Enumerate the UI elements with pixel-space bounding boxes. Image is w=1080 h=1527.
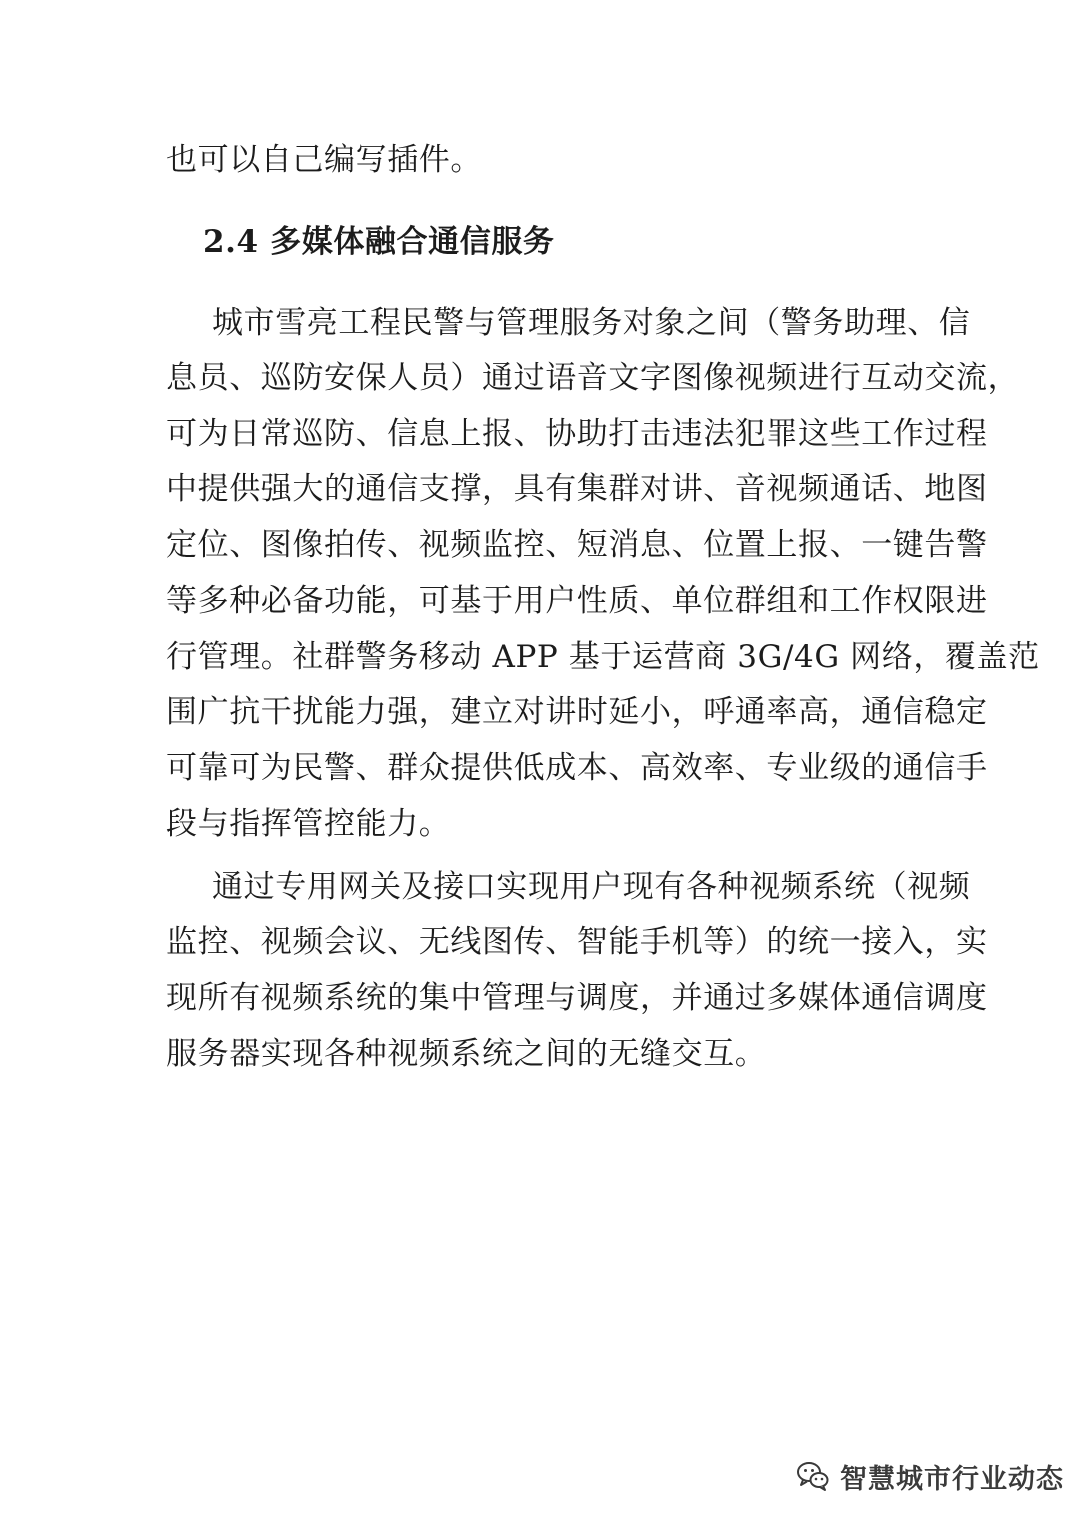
paragraph-line: 行管理。社群警务移动 APP 基于运营商 3G/4G 网络，覆盖范: [166, 639, 1040, 675]
wechat-icon: [796, 1459, 830, 1493]
paragraph-line: 围广抗干扰能力强，建立对讲时延小，呼通率高，通信稳定: [166, 694, 988, 730]
paragraph-line: 服务器实现各种视频系统之间的无缝交互。: [166, 1036, 767, 1072]
watermark: [796, 1454, 1064, 1498]
paragraph-line: 监控、视频会议、无线图传、智能手机等）的统一接入，实: [166, 924, 988, 960]
watermark-text: 智慧城市行业动态: [840, 1463, 1064, 1495]
paragraph-line: 城市雪亮工程民警与管理服务对象之间（警务助理、信: [212, 305, 971, 341]
paragraph-line: 等多种必备功能，可基于用户性质、单位群组和工作权限进: [166, 583, 988, 619]
paragraph-line: 通过专用网关及接口实现用户现有各种视频系统（视频: [212, 869, 971, 905]
intro-line: 也可以自己编写插件。: [166, 142, 482, 178]
paragraph-line: 现所有视频系统的集中管理与调度，并通过多媒体通信调度: [166, 980, 988, 1016]
paragraph-line: 中提供强大的通信支撑，具有集群对讲、音视频通话、地图: [166, 471, 988, 507]
paragraph-line: 段与指挥管控能力。: [166, 806, 451, 842]
paragraph-line: 定位、图像拍传、视频监控、短消息、位置上报、一键告警: [166, 527, 988, 563]
section-heading: 2.4 多媒体融合通信服务: [203, 224, 555, 260]
paragraph-line: 可靠可为民警、群众提供低成本、高效率、专业级的通信手: [166, 750, 988, 786]
paragraph-line: 息员、巡防安保人员）通过语音文字图像视频进行互动交流，: [166, 360, 1020, 396]
paragraph-line: 可为日常巡防、信息上报、协助打击违法犯罪这些工作过程: [166, 416, 988, 452]
